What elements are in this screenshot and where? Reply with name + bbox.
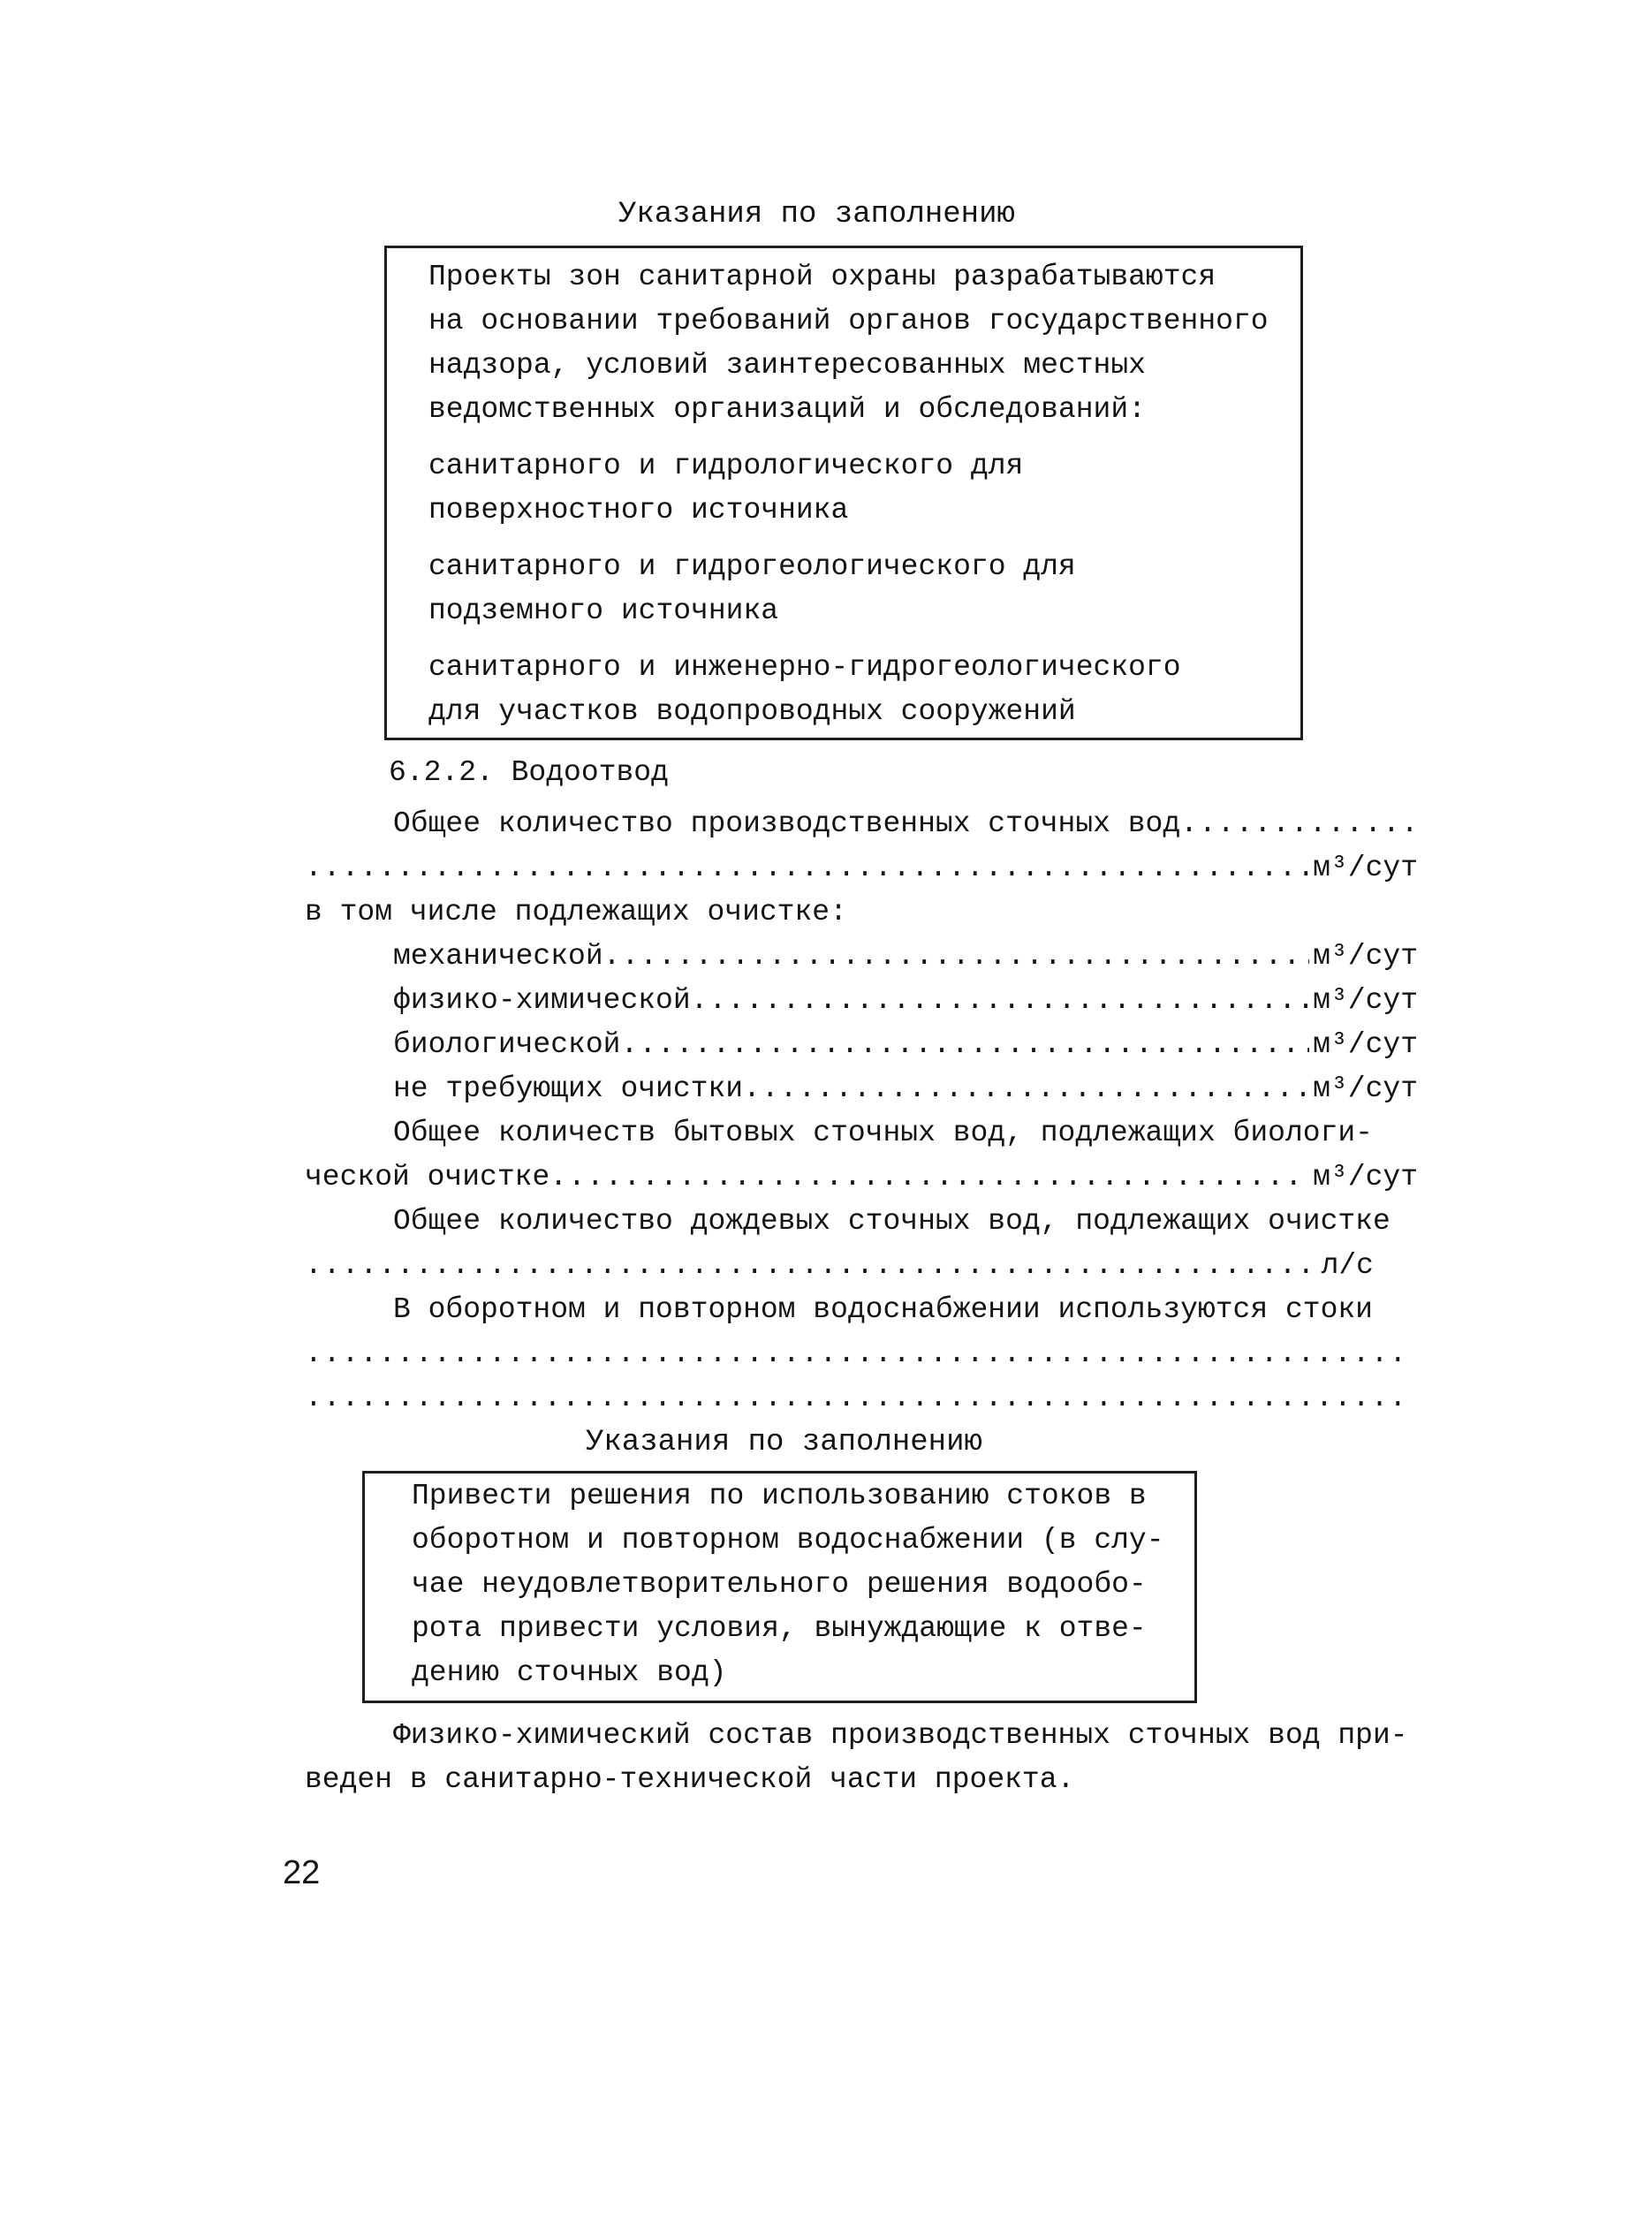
treatment-row-biological xyxy=(393,1023,1418,1067)
unit-label: м³/сут xyxy=(1313,1028,1418,1061)
recycling-line: В оборотном и повторном водоснабжении используются стоки xyxy=(393,1293,1373,1326)
treatment-label: физико-химической xyxy=(393,984,691,1017)
section-title: 6.2.2. Водоотвод xyxy=(389,756,669,789)
unit-label: м³/сут xyxy=(1313,1072,1418,1105)
instructions-box-2 xyxy=(362,1471,1197,1703)
domestic-line-1: Общее количеств бытовых сточных вод, подлежащих биологи- xyxy=(393,1117,1373,1149)
instructions-line: дению сточных вод) xyxy=(412,1656,727,1689)
instructions-paragraph xyxy=(428,646,1300,734)
page-number: 22 xyxy=(283,1854,321,1891)
including-label: в том числе подлежащих очистке: xyxy=(305,896,847,928)
instructions-line: надзора, условий заинтересованных местных xyxy=(428,349,1146,382)
instructions-line: на основании требований органов государственного xyxy=(428,305,1269,337)
instructions-paragraph xyxy=(428,545,1300,633)
domestic-label: ческой очистке xyxy=(305,1161,550,1193)
unit-label: м³/сут xyxy=(1313,1161,1418,1193)
treatment-row-mechanical xyxy=(393,935,1418,979)
instructions-line: рота привести условия, вынуждающие к отве- xyxy=(412,1612,1147,1645)
rain-value-row xyxy=(305,1244,1374,1288)
fill-dots-line xyxy=(305,1332,1400,1376)
fill-dots xyxy=(691,979,1310,1023)
instructions-line: чае неудовлетворительного решения водообо- xyxy=(412,1568,1147,1601)
instructions-line: Проекты зон санитарной охраны разрабатываются xyxy=(428,261,1216,293)
instructions-paragraph xyxy=(428,255,1300,432)
instructions-line: подземного источника xyxy=(428,595,779,627)
fill-dots xyxy=(305,1244,1318,1288)
treatment-row-physchem xyxy=(393,979,1418,1023)
instructions-line: для участков водопроводных сооружений xyxy=(428,695,1076,728)
unit-label: м³/сут xyxy=(1313,984,1418,1017)
fill-dots xyxy=(305,846,1309,890)
instructions-line: ведомственных организаций и обследований: xyxy=(428,393,1146,426)
treatment-label: механической xyxy=(393,940,603,973)
fill-dots xyxy=(743,1067,1309,1111)
total-industrial-label: Общее количество производственных сточных вод xyxy=(393,807,1181,840)
instructions-line: поверхностного источника xyxy=(428,494,849,527)
fill-dots xyxy=(620,1023,1309,1067)
instructions-line: санитарного и гидрологического для xyxy=(428,450,1024,482)
fill-dots xyxy=(1180,802,1418,846)
unit-label: л/с xyxy=(1321,1249,1374,1282)
treatment-row-none xyxy=(393,1067,1418,1111)
instructions-line: оборотном и повторном водоснабжении (в слу- xyxy=(412,1524,1164,1557)
unit-label: м³/сут xyxy=(1313,852,1418,884)
domestic-row xyxy=(305,1155,1418,1200)
rain-line: Общее количество дождевых сточных вод, подлежащих очистке xyxy=(393,1205,1391,1238)
instructions-line: санитарного и инженерно-гидрогеологического xyxy=(428,651,1181,684)
instructions-heading-2: Указания по заполнению xyxy=(586,1426,982,1459)
fill-dots xyxy=(549,1155,1309,1200)
instructions-box-1 xyxy=(384,246,1303,740)
total-industrial-value-row xyxy=(305,846,1418,890)
instructions-paragraph xyxy=(428,444,1300,533)
fill-dots xyxy=(603,935,1310,979)
instructions-line: Привести решения по использованию стоков в xyxy=(412,1480,1147,1512)
treatment-label: не требующих очистки xyxy=(393,1072,744,1105)
closing-line-1: Физико-химический состав производственных сточных вод при- xyxy=(393,1719,1408,1752)
fill-dots-line xyxy=(305,1376,1400,1421)
total-industrial-row xyxy=(393,802,1418,846)
unit-label: м³/сут xyxy=(1313,940,1418,973)
instructions-line: санитарного и гидрогеологического для xyxy=(428,550,1076,583)
instructions-heading-1: Указания по заполнению xyxy=(618,198,1015,231)
treatment-label: биологической xyxy=(393,1028,621,1061)
closing-line-2: веден в санитарно-технической части проекта. xyxy=(305,1763,1075,1796)
